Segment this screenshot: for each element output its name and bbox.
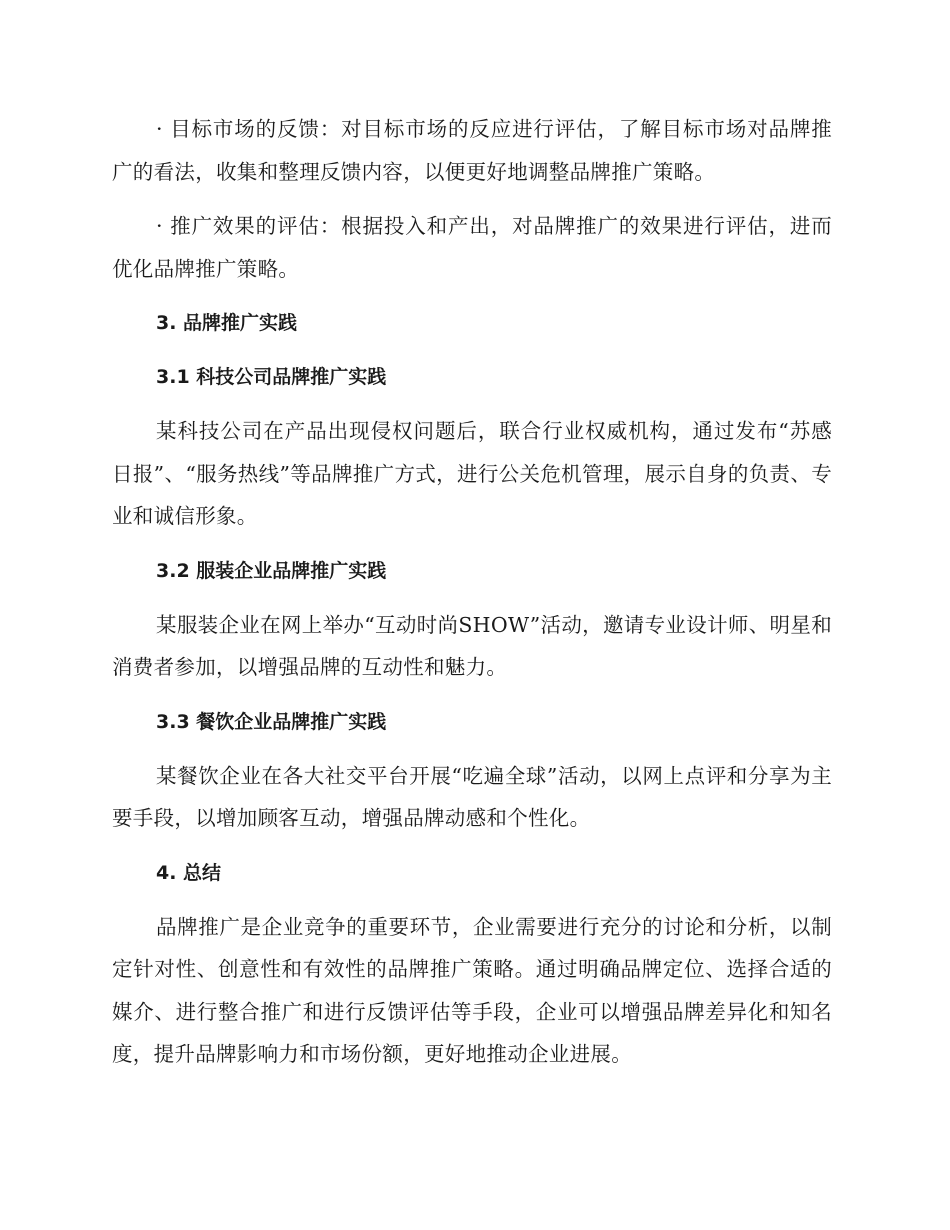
document-page — [112, 108, 832, 1076]
subsection-3-2-heading: 3.2 服装企业品牌推广实践 — [156, 559, 387, 582]
subsection-3-2-text: 某服装企业在网上举办“互动时尚SHOW”活动，邀请专业设计师、明星和消费者参加，以增强品牌的互动性和魅力。 — [112, 612, 832, 679]
summary-text: 品牌推广是企业竞争的重要环节，企业需要进行充分的讨论和分析，以制定针对性、创意性和有效性的品牌推广策略。通过明确品牌定位、选择合适的媒介、进行整合推广和进行反馈评估等手段，企业可以增强品牌差异化和知名度，提升品牌影响力和市场份额，更好地推动企业进展。 — [112, 914, 832, 1066]
subsection-3-1-text: 某科技公司在产品出现侵权问题后，联合行业权威机构，通过发布“苏感日报”、“服务热线”等品牌推广方式，进行公关危机管理，展示自身的负责、专业和诚信形象。 — [112, 419, 832, 528]
subsection-3-1-heading: 3.1 科技公司品牌推广实践 — [156, 366, 387, 388]
subsection-3-3-text: 某餐饮企业在各大社交平台开展“吃遍全球”活动，以网上点评和分享为主要手段，以增加顾客互动，增强品牌动感和个性化。 — [112, 763, 832, 830]
section-3-heading: 3. 品牌推广实践 — [156, 312, 298, 334]
bullet-market-feedback: · 目标市场的反馈：对目标市场的反应进行评估，了解目标市场对品牌推广的看法，收集和整理反馈内容，以便更好地调整品牌推广策略。 — [112, 117, 832, 184]
subsection-3-3-heading: 3.3 餐饮企业品牌推广实践 — [156, 710, 387, 733]
bullet-effect-evaluation: · 推广效果的评估：根据投入和产出，对品牌推广的效果进行评估，进而优化品牌推广策略。 — [112, 214, 832, 281]
section-4-heading: 4. 总结 — [156, 861, 222, 884]
